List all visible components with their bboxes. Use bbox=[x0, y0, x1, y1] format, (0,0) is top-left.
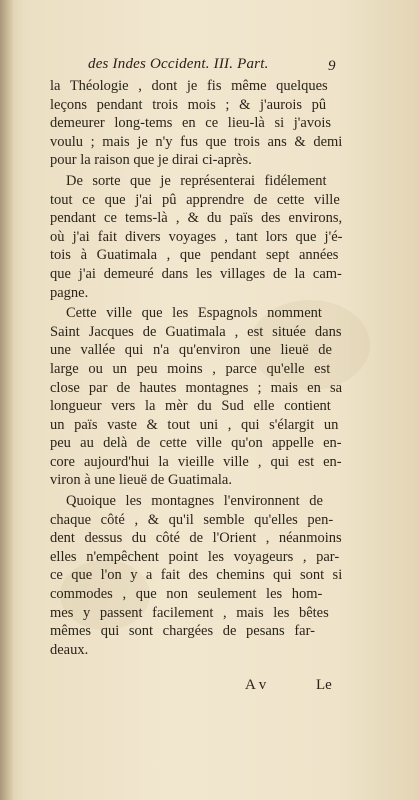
page-footer bbox=[0, 677, 419, 697]
text-line: elles n'empêchent point les voyageurs , par- bbox=[50, 548, 340, 565]
text-line: longueur vers la mèr du Sud elle contient bbox=[50, 398, 331, 415]
text-line: leçons pendant trois mois ; & j'aurois pû bbox=[50, 96, 327, 113]
text-line: un païs vaste & tout uni , qui s'élargit un bbox=[50, 416, 339, 433]
text-line: mêmes qui sont chargées de pesans far- bbox=[50, 623, 315, 640]
text-line: peu au delà de cette ville qu'on appelle en- bbox=[50, 435, 342, 452]
text-line: close par de hautes montagnes ; mais en sa bbox=[50, 379, 343, 396]
text-line: dent dessus du côté de l'Orient , néanmoins bbox=[50, 530, 342, 547]
text-line: que j'ai demeuré dans les villages de la cam- bbox=[50, 265, 342, 282]
text-line: Saint Jacques de Guatimala , est située dans bbox=[50, 323, 342, 340]
text-line: où j'ai fait divers voyages , tant lors que j'é- bbox=[50, 228, 343, 245]
text-line: ce que l'on y a fait des chemins qui sont si bbox=[50, 567, 343, 584]
text-line: voulu ; mais je n'y fus que trois ans & demi bbox=[50, 133, 343, 150]
text-line: large ou un peu moins , parce qu'elle est bbox=[50, 360, 331, 377]
text-line: Quoique les montagnes l'environnent de bbox=[66, 493, 323, 510]
text-line: pendant ce tems-là , & du païs des environs, bbox=[50, 210, 343, 227]
text-line: deaux. bbox=[50, 641, 89, 658]
paragraph bbox=[50, 77, 342, 170]
text-line: viron à une lieuë de Guatimala. bbox=[50, 472, 232, 489]
text-line: De sorte que je représenterai fidélement bbox=[66, 172, 327, 189]
text-line: commodes , que non seulement les hom- bbox=[50, 586, 323, 603]
text-line: mes y passent facilement , mais les bêtes bbox=[50, 604, 329, 621]
text-line: tout ce que j'ai pû apprendre de cette ville bbox=[50, 191, 340, 208]
text-line: chaque côté , & qu'il semble qu'elles pen- bbox=[50, 511, 334, 528]
text-line: pagne. bbox=[50, 284, 89, 301]
text-line: une vallée qui n'a qu'environ une lieuë de bbox=[50, 342, 332, 359]
paragraph bbox=[50, 304, 342, 490]
body-text bbox=[50, 77, 342, 659]
paragraph bbox=[50, 492, 342, 659]
text-line: demeurer long-tems en ce lieu-là si j'avois bbox=[50, 115, 331, 132]
catchword: Le bbox=[316, 677, 332, 693]
page-number: 9 bbox=[328, 58, 336, 74]
text-line: la Théologie , dont je fis même quelques bbox=[50, 78, 328, 94]
running-title: des Indes Occident. III. Part. bbox=[88, 56, 269, 72]
text-line: core aujourd'hui la vieille ville , qui est en- bbox=[50, 453, 342, 470]
text-line: tois à Guatimala , que pendant sept années bbox=[50, 247, 339, 264]
paragraph bbox=[50, 172, 342, 302]
signature-mark: A v bbox=[245, 677, 267, 693]
text-line: pour la raison que je dirai ci-après. bbox=[50, 152, 252, 169]
text-line: Cette ville que les Espagnols nomment bbox=[66, 305, 322, 322]
